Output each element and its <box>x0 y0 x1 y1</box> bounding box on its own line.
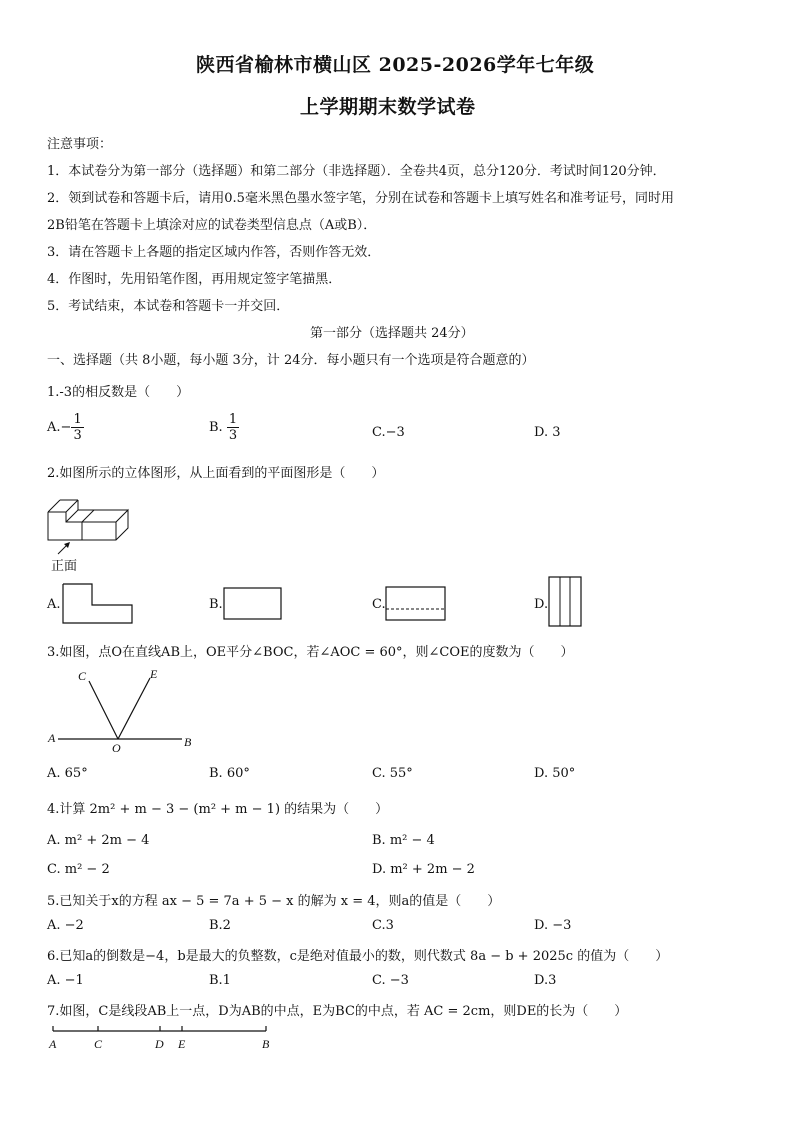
notice-item-2-cont: 2B铅笔在答题卡上填涂对应的试卷类型信息点（A或B）． <box>47 218 377 233</box>
q2-stem: 2.如图所示的立体图形，从上面看到的平面图形是（ ） <box>47 466 385 481</box>
notice-item-4: 4．作图时，先用铅笔作图，再用规定签字笔描黑． <box>47 272 342 287</box>
notice-item-5: 5．考试结束，本试卷和答题卡一并交回． <box>47 299 290 314</box>
q7-label-e: E <box>178 1037 186 1051</box>
notice-heading: 注意事项： <box>47 137 113 152</box>
q7-label-b: B <box>262 1037 270 1051</box>
part1-title: 第一部分（选择题共 24分） <box>310 326 474 341</box>
q6-option-a: A. −1 <box>47 973 84 988</box>
q6-stem: 6.已知a的倒数是−4，b是最大的负整数，c是绝对值最小的数，则代数式 8a − b + 2025c 的值为（ ） <box>47 949 669 964</box>
q3-option-a: A. 65° <box>47 766 88 781</box>
q2-option-a-figure <box>62 583 134 625</box>
q5-option-b: B.2 <box>209 918 231 933</box>
q6-option-d: D.3 <box>534 973 557 988</box>
q1-option-c: C.−3 <box>372 425 405 440</box>
q5-stem: 5.已知关于x的方程 ax − 5 = 7a + 5 − x 的解为 x = 4，则a的值是（ ） <box>47 894 501 909</box>
q2-option-c: C. <box>372 597 386 612</box>
q2-option-b: B. <box>209 597 223 612</box>
q4-option-a: A. m² + 2m − 4 <box>47 833 150 848</box>
q7-label-d: D <box>155 1037 164 1051</box>
q1-option-d: D. 3 <box>534 425 561 440</box>
q3-label-a: A <box>48 731 56 745</box>
q2-front-label: 正面 <box>51 559 78 574</box>
exam-title-line1: 陕西省榆林市横山区 2025-2026学年七年级 <box>196 54 595 76</box>
section-heading: 一、选择题（共 8小题，每小题 3分，计 24分．每小题只有一个选项是符合题意的） <box>47 353 535 368</box>
notice-item-1: 1．本试卷分为第一部分（选择题）和第二部分（非选择题）．全卷共4页，总分120分．考试时间120分钟． <box>47 164 666 179</box>
q3-label-o: O <box>112 741 121 755</box>
q3-angle-figure <box>46 664 206 756</box>
q4-option-c: C. m² − 2 <box>47 862 110 877</box>
q3-label-b: B <box>184 735 192 749</box>
q2-option-d-figure <box>548 576 584 628</box>
q4-option-b: B. m² − 4 <box>372 833 435 848</box>
q1-stem: 1.-3的相反数是（ ） <box>47 385 190 400</box>
q4-stem: 4.计算 2m² + m − 3 − (m² + m − 1) 的结果为（ ） <box>47 802 389 817</box>
q2-option-d: D. <box>534 597 549 612</box>
q5-option-c: C.3 <box>372 918 394 933</box>
q7-label-a: A <box>49 1037 57 1051</box>
q3-label-e: E <box>150 667 158 681</box>
q1-option-a: A.− $\frac{1}{3}$ <box>47 412 82 443</box>
q6-option-b: B.1 <box>209 973 231 988</box>
q2-option-b-figure <box>223 587 283 621</box>
q5-option-d: D. −3 <box>534 918 572 933</box>
q6-option-c: C. −3 <box>372 973 409 988</box>
notice-item-3: 3．请在答题卡上各题的指定区域内作答，否则作答无效． <box>47 245 381 260</box>
q3-option-d: D. 50° <box>534 766 576 781</box>
q2-option-a: A. <box>47 597 61 612</box>
notice-item-2: 2．领到试卷和答题卡后，请用0.5毫米黑色墨水签字笔，分别在试卷和答题卡上填写姓名和准考证号，同时用 <box>47 191 674 206</box>
q2-option-c-figure <box>385 586 447 622</box>
q1-option-b: B. $\frac{1}{3}$ <box>209 412 238 443</box>
q3-stem: 3.如图，点O在直线AB上，OE平分∠BOC，若∠AOC = 60°，则∠COE的度数为（ ） <box>47 645 574 660</box>
exam-title-line2: 上学期期末数学试卷 <box>300 96 476 118</box>
q3-label-c: C <box>78 669 87 683</box>
q3-option-c: C. 55° <box>372 766 413 781</box>
q7-segment-figure <box>46 1022 278 1052</box>
q2-3d-figure <box>46 492 136 552</box>
q5-option-a: A. −2 <box>47 918 84 933</box>
q7-label-c: C <box>94 1037 103 1051</box>
q4-option-d: D. m² + 2m − 2 <box>372 862 475 877</box>
q7-stem: 7.如图，C是线段AB上一点，D为AB的中点，E为BC的中点，若 AC = 2cm，则DE的长为（ ） <box>47 1004 628 1019</box>
q3-option-b: B. 60° <box>209 766 250 781</box>
